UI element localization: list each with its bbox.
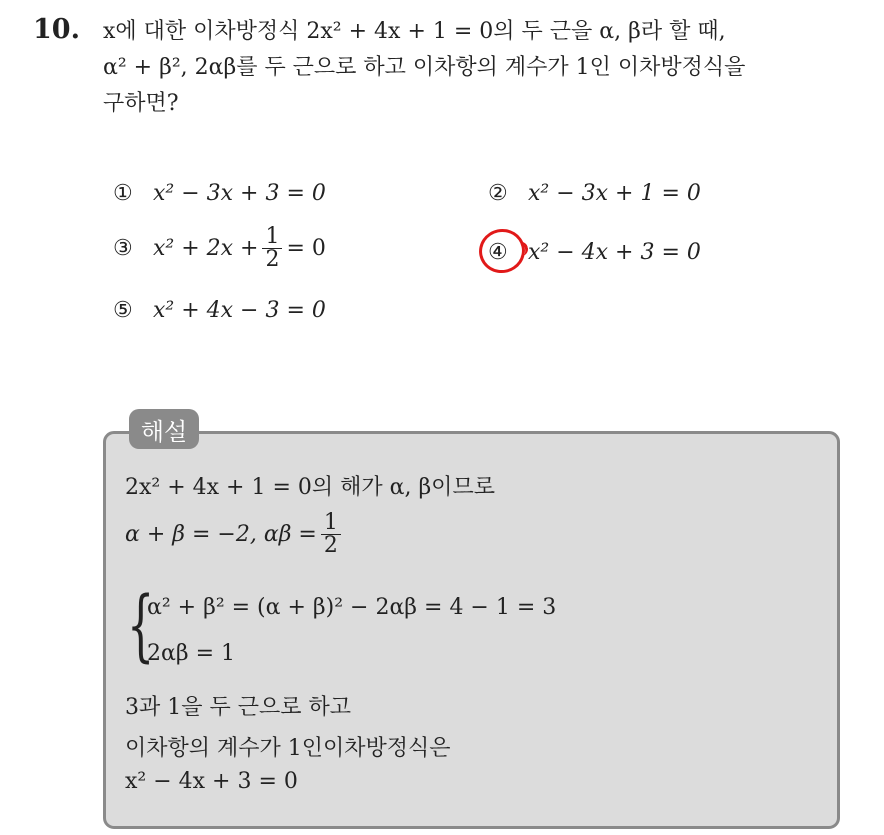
choice-number: ④ xyxy=(488,240,508,265)
choice-expression-suffix: = 0 xyxy=(286,236,326,261)
question-number: 10. xyxy=(33,14,80,45)
system-brace: { xyxy=(127,581,155,671)
choice-1[interactable] xyxy=(113,181,326,206)
question-line-2: α² + β², 2αβ를 두 근으로 하고 이차항의 계수가 1인 이차방정식을 xyxy=(103,55,746,80)
choice-expression: x² − 4x + 3 = 0 xyxy=(528,240,701,265)
solution-line-2 xyxy=(125,512,345,557)
choice-5[interactable] xyxy=(113,298,326,323)
solution-line-2-prefix: α + β = −2, αβ = xyxy=(125,522,317,547)
fraction-numerator: 1 xyxy=(262,226,282,249)
choice-3[interactable] xyxy=(113,226,326,271)
solution-line-6: 이차항의 계수가 1인이차방정식은 xyxy=(125,736,451,761)
solution-tab: 해설 xyxy=(129,409,199,449)
question-text xyxy=(103,14,873,122)
system-equation-1: α² + β² = (α + β)² − 2αβ = 4 − 1 = 3 xyxy=(147,595,557,620)
question-line-1: x에 대한 이차방정식 2x² + 4x + 1 = 0의 두 근을 α, β라 할 때, xyxy=(103,19,726,44)
choice-number: ⑤ xyxy=(113,298,133,323)
fraction-numerator: 1 xyxy=(321,512,341,535)
choice-expression: x² − 3x + 1 = 0 xyxy=(528,181,701,206)
choice-number: ① xyxy=(113,181,133,206)
fraction-denominator: 2 xyxy=(323,533,338,558)
fraction-denominator: 2 xyxy=(265,247,280,272)
solution-line-1: 2x² + 4x + 1 = 0의 해가 α, β이므로 xyxy=(125,475,495,500)
fraction xyxy=(262,226,282,271)
fraction xyxy=(321,512,341,557)
choice-number: ② xyxy=(488,181,508,206)
solution-line-7: x² − 4x + 3 = 0 xyxy=(125,769,298,794)
solution-line-5: 3과 1을 두 근으로 하고 xyxy=(125,695,351,720)
red-circle-answer-mark xyxy=(475,225,529,278)
question-line-3: 구하면? xyxy=(103,91,179,116)
choice-expression: x² + 4x − 3 = 0 xyxy=(153,298,326,323)
system-equation-2: 2αβ = 1 xyxy=(147,641,235,666)
choice-number: ③ xyxy=(113,236,133,261)
choice-2[interactable] xyxy=(488,181,701,206)
choice-expression-prefix: x² + 2x + xyxy=(153,236,259,261)
choice-expression: x² − 3x + 3 = 0 xyxy=(153,181,326,206)
